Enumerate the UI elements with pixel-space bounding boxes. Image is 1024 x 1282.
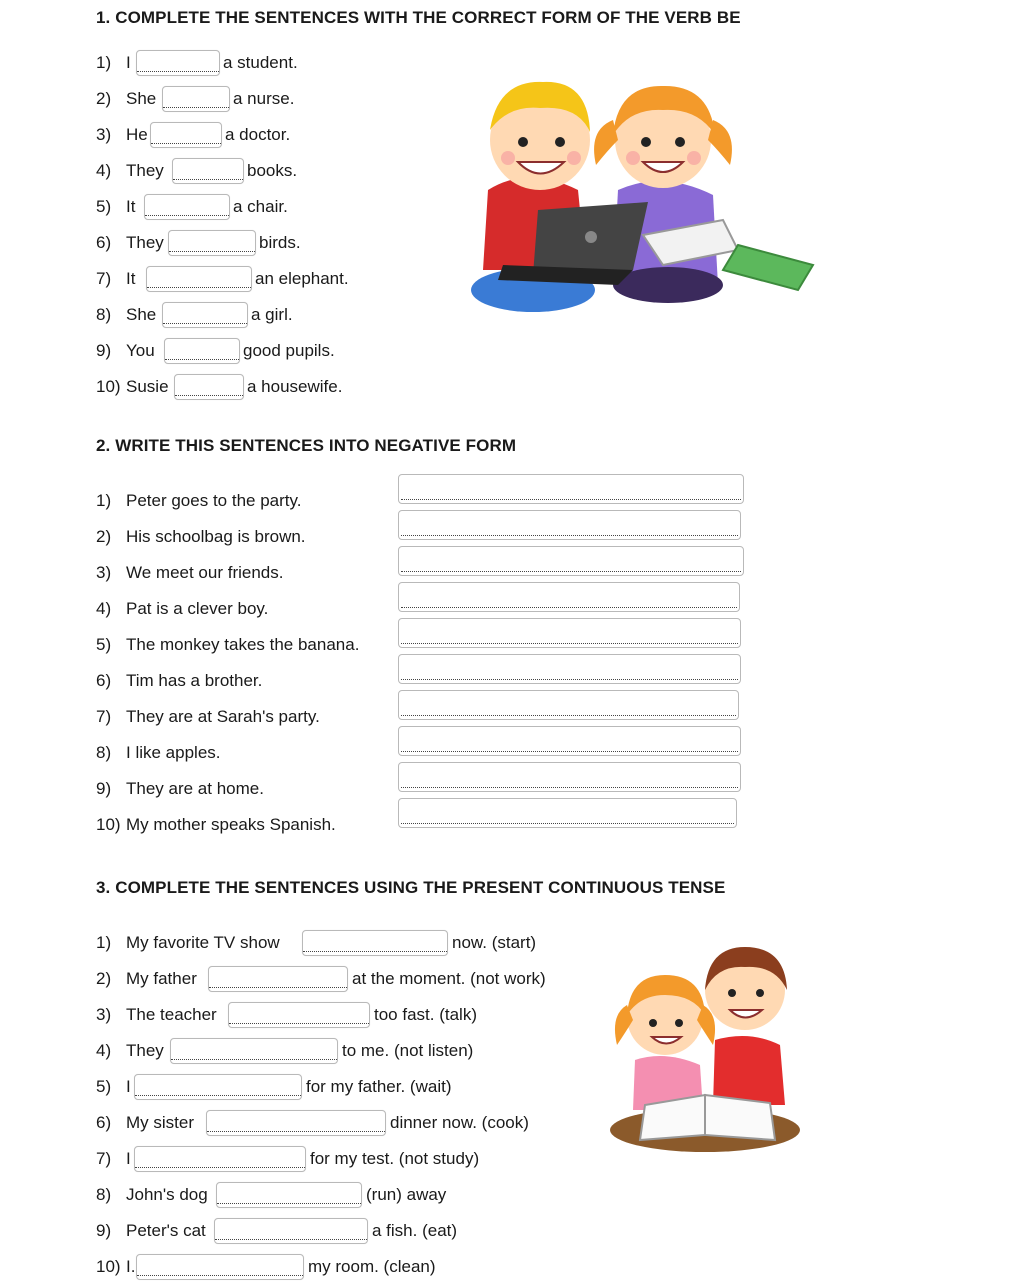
section-1-heading: 1. COMPLETE THE SENTENCES WITH THE CORRECT FORM OF THE VERB BE: [96, 8, 741, 27]
sentence-text: My mother speaks Spanish.: [126, 815, 336, 834]
answer-blank[interactable]: [144, 194, 230, 220]
item-number: 5): [96, 635, 112, 654]
item-number: 4): [96, 161, 112, 180]
sentence-text: We meet our friends.: [126, 563, 284, 582]
sentence-end: for my father. (wait): [306, 1077, 452, 1096]
sentence-start: Peter's cat: [126, 1221, 206, 1240]
item-number: 2): [96, 89, 112, 108]
item-number: 4): [96, 1041, 112, 1060]
negative-answer-box[interactable]: [398, 546, 744, 576]
item-number: 6): [96, 1113, 112, 1132]
sentence-end: dinner now. (cook): [390, 1113, 529, 1132]
answer-blank[interactable]: [170, 1038, 338, 1064]
item-number: 9): [96, 341, 112, 360]
sentence-start: I: [126, 53, 131, 72]
answer-blank[interactable]: [162, 86, 230, 112]
sentence-start: My favorite TV show: [126, 933, 280, 952]
item-number: 3): [96, 563, 112, 582]
negative-answer-box[interactable]: [398, 726, 741, 756]
item-number: 8): [96, 305, 112, 324]
item-number: 5): [96, 197, 112, 216]
sentence-start: They: [126, 161, 164, 180]
answer-blank[interactable]: [208, 966, 348, 992]
sentence-start: It: [126, 197, 136, 216]
sentence-start: She: [126, 89, 157, 108]
negative-answer-box[interactable]: [398, 690, 739, 720]
sentence-end: a nurse.: [233, 89, 295, 108]
answer-blank[interactable]: [150, 122, 222, 148]
answer-blank[interactable]: [168, 230, 256, 256]
sentence-start: I: [126, 1077, 131, 1096]
item-number: 7): [96, 1149, 112, 1168]
sentence-text: His schoolbag is brown.: [126, 527, 306, 546]
section-2-heading: 2. WRITE THIS SENTENCES INTO NEGATIVE FORM: [96, 436, 517, 455]
item-number: 8): [96, 1185, 112, 1204]
s1-item: [96, 84, 496, 114]
sentence-start: I.: [126, 1257, 136, 1276]
answer-blank[interactable]: [136, 50, 220, 76]
answer-blank[interactable]: [228, 1002, 370, 1028]
s1-item: [96, 264, 496, 294]
item-number: 3): [96, 125, 112, 144]
s2-item: [96, 630, 396, 660]
s1-item: [96, 120, 496, 150]
s2-item: [96, 666, 396, 696]
s1-item: [96, 336, 496, 366]
negative-answer-box[interactable]: [398, 762, 741, 792]
answer-blank[interactable]: [162, 302, 248, 328]
item-number: 7): [96, 269, 112, 288]
s3-item: [96, 1036, 596, 1066]
sentence-end: birds.: [259, 233, 301, 252]
s2-item: [96, 594, 396, 624]
s2-item: [96, 558, 396, 588]
negative-answer-box[interactable]: [398, 618, 741, 648]
answer-blank[interactable]: [164, 338, 240, 364]
sentence-start: I: [126, 1149, 131, 1168]
item-number: 10): [96, 1257, 121, 1276]
sentence-text: They are at Sarah's party.: [126, 707, 320, 726]
negative-answer-box[interactable]: [398, 510, 741, 540]
sentence-text: Peter goes to the party.: [126, 491, 302, 510]
s1-item: [96, 48, 496, 78]
item-number: 10): [96, 815, 121, 834]
item-number: 9): [96, 1221, 112, 1240]
sentence-end: good pupils.: [243, 341, 335, 360]
s2-item: [96, 774, 396, 804]
answer-blank[interactable]: [214, 1218, 368, 1244]
sentence-end: at the moment. (not work): [352, 969, 546, 988]
sentence-end: a fish. (eat): [372, 1221, 458, 1240]
sentence-start: The teacher: [126, 1005, 217, 1024]
s2-item: [96, 738, 396, 768]
sentence-text: Pat is a clever boy.: [126, 599, 269, 618]
sentence-start: My sister: [126, 1113, 194, 1132]
s2-item: [96, 810, 396, 840]
s1-item: [96, 372, 496, 402]
section-3-heading: 3. COMPLETE THE SENTENCES USING THE PRESENT CONTINUOUS TENSE: [96, 878, 726, 897]
negative-answer-box[interactable]: [398, 474, 744, 504]
item-number: 1): [96, 53, 112, 72]
item-number: 10): [96, 377, 121, 396]
item-number: 5): [96, 1077, 112, 1096]
answer-blank[interactable]: [134, 1146, 306, 1172]
sentence-start: She: [126, 305, 157, 324]
sentence-text: Tim has a brother.: [126, 671, 263, 690]
sentence-text: The monkey takes the banana.: [126, 635, 360, 654]
sentence-start: He: [126, 125, 148, 144]
sentence-end: a girl.: [251, 305, 293, 324]
sentence-end: a doctor.: [225, 125, 291, 144]
s3-item: [96, 1144, 596, 1174]
item-number: 9): [96, 779, 112, 798]
sentence-start: It: [126, 269, 136, 288]
answer-blank[interactable]: [146, 266, 252, 292]
answer-blank[interactable]: [206, 1110, 386, 1136]
sentence-start: My father: [126, 969, 197, 988]
s3-item: [96, 1180, 596, 1210]
negative-answer-box[interactable]: [398, 798, 737, 828]
item-number: 1): [96, 933, 112, 952]
negative-answer-box[interactable]: [398, 654, 741, 684]
s2-item: [96, 702, 396, 732]
s3-item: [96, 1252, 596, 1282]
item-number: 6): [96, 671, 112, 690]
item-number: 2): [96, 969, 112, 988]
answer-blank[interactable]: [134, 1074, 302, 1100]
sentence-end: (run) away: [366, 1185, 447, 1204]
item-number: 6): [96, 233, 112, 252]
sentence-end: now. (start): [452, 933, 537, 952]
s3-item: [96, 1108, 596, 1138]
item-number: 1): [96, 491, 112, 510]
item-number: 3): [96, 1005, 112, 1024]
sentence-end: a housewife.: [247, 377, 343, 396]
item-number: 2): [96, 527, 112, 546]
answer-blank[interactable]: [216, 1182, 362, 1208]
s1-item: [96, 192, 496, 222]
s2-item: [96, 522, 396, 552]
answer-blank[interactable]: [174, 374, 244, 400]
s3-item: [96, 964, 596, 994]
sentence-end: my room. (clean): [308, 1257, 436, 1276]
negative-answer-box[interactable]: [398, 582, 740, 612]
sentence-start: You: [126, 341, 155, 360]
sentence-text: They are at home.: [126, 779, 264, 798]
sentence-end: too fast. (talk): [374, 1005, 477, 1024]
kids-with-laptop-illustration: [468, 70, 818, 315]
s1-item: [96, 156, 496, 186]
answer-blank[interactable]: [172, 158, 244, 184]
s2-item: [96, 486, 396, 516]
sentence-start: John's dog: [126, 1185, 208, 1204]
s3-item: [96, 1216, 596, 1246]
item-number: 4): [96, 599, 112, 618]
sentence-end: books.: [247, 161, 298, 180]
s3-item: [96, 928, 596, 958]
sentence-end: an elephant.: [255, 269, 349, 288]
sentence-text: I like apples.: [126, 743, 221, 762]
sentence-start: Susie: [126, 377, 169, 396]
sentence-start: They: [126, 233, 164, 252]
item-number: 7): [96, 707, 112, 726]
sentence-end: to me. (not listen): [342, 1041, 474, 1060]
sentence-start: They: [126, 1041, 164, 1060]
s3-item: [96, 1072, 596, 1102]
sentence-end: a chair.: [233, 197, 288, 216]
s1-item: [96, 300, 496, 330]
item-number: 8): [96, 743, 112, 762]
answer-blank[interactable]: [136, 1254, 304, 1280]
answer-blank[interactable]: [302, 930, 448, 956]
sentence-end: for my test. (not study): [310, 1149, 480, 1168]
kids-reading-book-illustration: [605, 935, 805, 1155]
s3-item: [96, 1000, 596, 1030]
sentence-end: a student.: [223, 53, 298, 72]
s1-item: [96, 228, 496, 258]
